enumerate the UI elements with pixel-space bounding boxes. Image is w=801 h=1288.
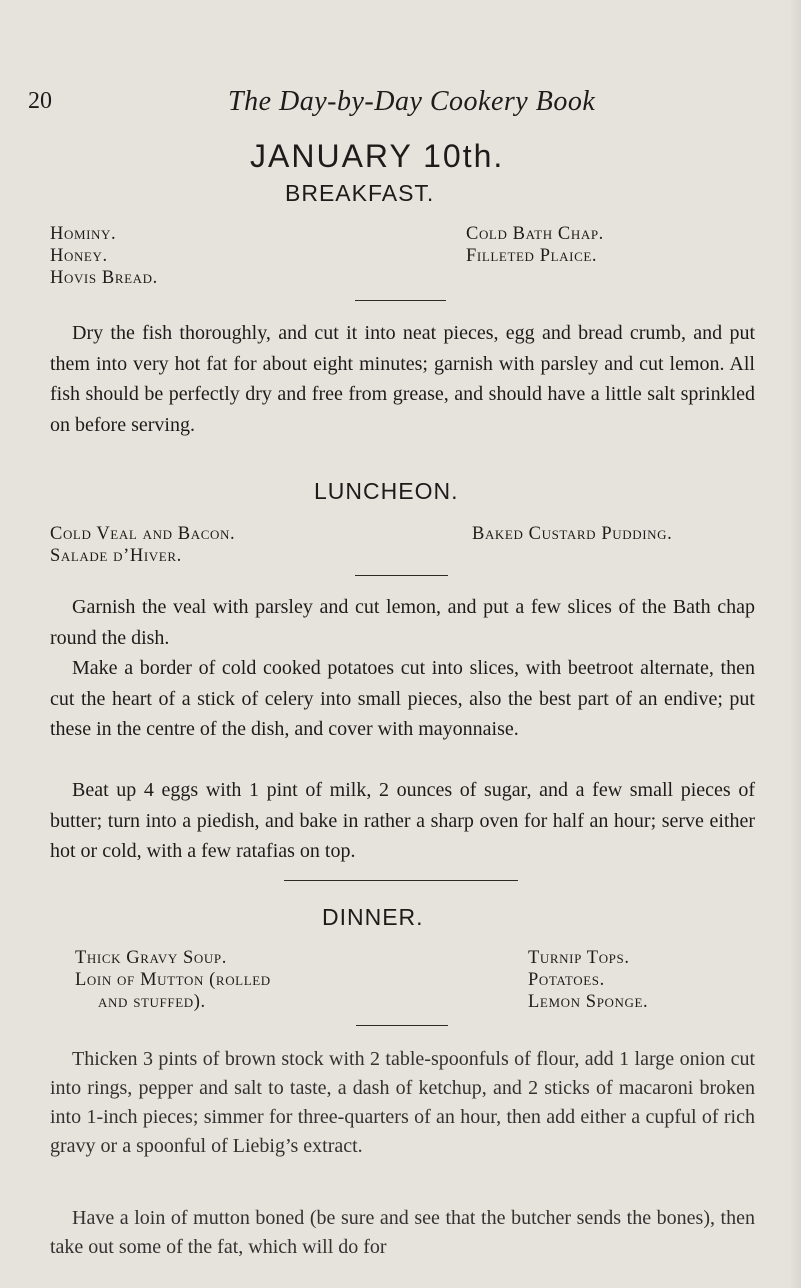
section-divider — [355, 300, 446, 301]
dinner-menu-item: Potatoes. — [528, 970, 605, 990]
dinner-paragraph: Thicken 3 pints of brown stock with 2 table-spoonfuls of flour, add 1 large onion cut into rings, pepper and salt to taste, a dash of ketchup, and 2 sticks of macaroni broken into 1-inch pieces; simmer for three-quarters of an hour, then add either a cupful of rich gravy or a spoonful of Liebig’s extract. — [50, 1048, 755, 1157]
dinner-paragraph: Have a loin of mutton boned (be sure and see that the butcher sends the bones), then take out some of the fat, which will do for — [50, 1207, 755, 1258]
breakfast-paragraph: Dry the fish thoroughly, and cut it into neat pieces, egg and bread crumb, and put them into very hot fat for about eight minutes; garnish with parsley and cut lemon. All fish should be perfectly dry and free from grease, and should have a little salt sprinkled on before serving. — [50, 322, 755, 436]
dinner-menu-item: Lemon Sponge. — [528, 992, 649, 1012]
breakfast-menu-item: Hovis Bread. — [50, 268, 158, 288]
luncheon-menu-item: Cold Veal and Bacon. — [50, 524, 236, 544]
breakfast-menu-item: Filleted Plaice. — [466, 246, 598, 266]
running-head: The Day-by-Day Cookery Book — [228, 86, 596, 117]
page-number: 20 — [28, 88, 52, 114]
luncheon-paragraph: Beat up 4 eggs with 1 pint of milk, 2 ounces of sugar, and a few small pieces of butter; turn into a piedish, and bake in rather a sharp oven for half an hour; serve either hot or cold, with a few ratafias on top. — [50, 779, 755, 862]
date-heading: JANUARY 10th. — [250, 138, 505, 174]
luncheon-paragraph: Garnish the veal with parsley and cut lemon, and put a few slices of the Bath chap round the dish. — [50, 596, 755, 649]
section-divider — [355, 575, 448, 576]
dinner-menu-item: and stuffed). — [98, 992, 206, 1012]
section-divider — [284, 880, 518, 881]
section-divider — [356, 1025, 448, 1026]
luncheon-menu-item: Salade d’Hiver. — [50, 546, 182, 566]
dinner-menu-item: Thick Gravy Soup. — [75, 948, 227, 968]
breakfast-title: BREAKFAST. — [285, 180, 435, 206]
page-edge-shadow — [789, 0, 801, 1288]
luncheon-paragraph: Make a border of cold cooked potatoes cut into slices, with beetroot alternate, then cut the heart of a stick of celery into small pieces, also the best part of an endive; put these in the centre of the dish, and cover with mayonnaise. — [50, 657, 755, 740]
dinner-menu-item: Turnip Tops. — [528, 948, 630, 968]
breakfast-menu-item: Hominy. — [50, 224, 117, 244]
dinner-title: DINNER. — [322, 904, 424, 930]
dinner-menu-item: Loin of Mutton (rolled — [75, 970, 271, 990]
breakfast-menu-item: Honey. — [50, 246, 108, 266]
breakfast-menu-item: Cold Bath Chap. — [466, 224, 604, 244]
luncheon-menu-item: Baked Custard Pudding. — [472, 524, 673, 544]
luncheon-title: LUNCHEON. — [314, 478, 459, 504]
